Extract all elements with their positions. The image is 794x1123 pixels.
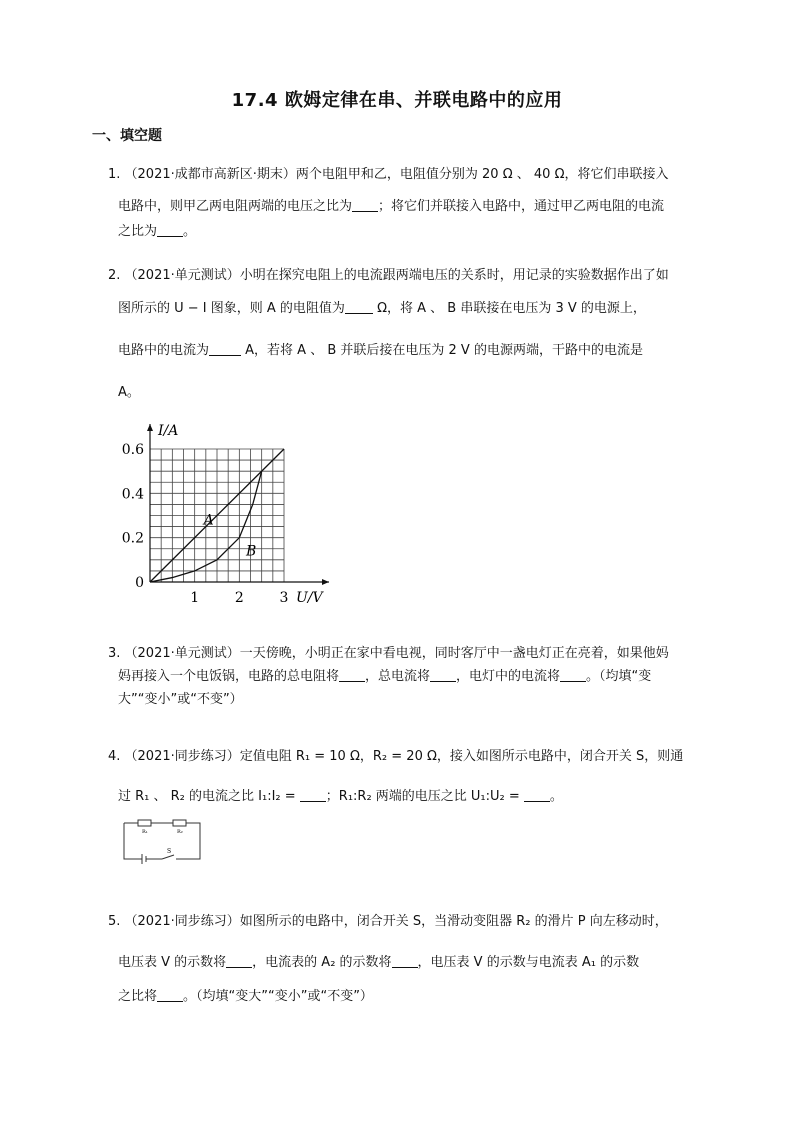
section-heading: 一、填空题 bbox=[92, 128, 162, 144]
answer-blank[interactable] bbox=[157, 222, 183, 237]
answer-blank[interactable] bbox=[345, 299, 373, 314]
series-label-b: B bbox=[246, 543, 257, 560]
answer-blank[interactable] bbox=[157, 987, 183, 1002]
question-5-text-c: ，电压表 V 的示数与电流表 A₁ 的示数 bbox=[417, 955, 640, 970]
x-tick-label: 2 bbox=[234, 590, 244, 606]
answer-blank[interactable] bbox=[352, 197, 378, 212]
answer-blank[interactable] bbox=[524, 787, 550, 802]
question-1-text-a: 电路中，则甲乙两电阻两端的电压之比为 bbox=[118, 199, 353, 214]
question-3-text-a: 妈再接入一个电饭锅，电路的总电阻将 bbox=[118, 669, 340, 684]
question-2-text-b: Ω，将 A 、 B 串联接在电压为 3 V 的电源上， bbox=[377, 301, 646, 316]
question-2-line-2 bbox=[118, 297, 713, 316]
question-2-text-d: A，若将 A 、 B 并联后接在电压为 2 V 的电源两端，干路中的电流是 bbox=[245, 343, 643, 358]
chart-labels bbox=[122, 423, 325, 606]
y-axis-label: I/A bbox=[158, 423, 179, 439]
question-5-line-2 bbox=[118, 951, 713, 970]
y-axis-arrow bbox=[147, 424, 153, 431]
question-3-text-d: 。（均填“变 bbox=[586, 669, 652, 684]
ui-graph bbox=[112, 410, 342, 610]
x-tick-label: 3 bbox=[279, 590, 289, 606]
y-tick-label: 0 bbox=[135, 575, 144, 591]
answer-blank[interactable] bbox=[339, 667, 365, 682]
question-3-text-b: ，总电流将 bbox=[365, 669, 431, 684]
question-2-text-a: 图所示的 U − I 图象，则 A 的电阻值为 bbox=[118, 301, 345, 316]
question-1-line-1: 1. （2021·成都市高新区·期末）两个电阻甲和乙，电阻值分别为 20 Ω 、 40 Ω，将它们串联接入 bbox=[108, 167, 669, 182]
resistor-r1 bbox=[138, 820, 151, 826]
answer-blank[interactable] bbox=[300, 787, 326, 802]
question-2-line-1: 2. （2021·单元测试）小明在探究电阻上的电流跟两端电压的关系时，用记录的实验数据作出了如 bbox=[108, 268, 669, 283]
question-1-text-d: 。 bbox=[183, 224, 197, 239]
answer-blank[interactable] bbox=[430, 667, 456, 682]
question-4-text-a: 过 R₁ 、 R₂ 的电流之比 I₁:I₂ = bbox=[118, 789, 300, 804]
label-r1: R₁ bbox=[142, 829, 148, 835]
x-tick-label: 1 bbox=[190, 590, 200, 606]
answer-blank[interactable] bbox=[226, 953, 252, 968]
question-3-line-3: 大”“变小”或“不变”） bbox=[118, 692, 243, 707]
question-5-line-3 bbox=[118, 985, 713, 1004]
question-2-line-4: A。 bbox=[118, 385, 140, 400]
page-title: 17.4 欧姆定律在串、并联电路中的应用 bbox=[231, 90, 563, 111]
question-1-line-2 bbox=[118, 195, 713, 214]
y-tick-label: 0.2 bbox=[121, 530, 144, 547]
label-r2: R₂ bbox=[177, 829, 183, 835]
resistor-r2 bbox=[173, 820, 186, 826]
question-1-line-3 bbox=[118, 220, 713, 239]
question-5-line-1: 5. （2021·同步练习）如图所示的电路中，闭合开关 S，当滑动变阻器 R₂ 的滑片 P 向左移动时， bbox=[108, 914, 668, 929]
question-5-text-d: 之比将 bbox=[118, 989, 158, 1004]
question-4-text-c: 。 bbox=[549, 789, 563, 804]
question-5-text-e: 。（均填“变大”“变小”或“不变”） bbox=[183, 989, 373, 1004]
question-2-line-3 bbox=[118, 339, 713, 358]
question-1-text-b: ；将它们并联接入电路中，通过甲乙两电阻的电流 bbox=[378, 199, 665, 214]
circuit-diagram bbox=[118, 815, 204, 867]
question-5-text-a: 电压表 V 的示数将 bbox=[118, 955, 227, 970]
question-3-line-1: 3. （2021·单元测试）一天傍晚，小明正在家中看电视，同时客厅中一盏电灯正在亮着，如果他妈 bbox=[108, 646, 669, 661]
question-5-text-b: ，电流表的 A₂ 的示数将 bbox=[252, 955, 392, 970]
y-tick-label: 0.4 bbox=[121, 486, 144, 503]
question-4-line-1: 4. （2021·同步练习）定值电阻 R₁ = 10 Ω，R₂ = 20 Ω，接入如图所示电路中，闭合开关 S，则通 bbox=[108, 749, 684, 764]
answer-blank[interactable] bbox=[392, 953, 418, 968]
question-3-line-2 bbox=[118, 665, 713, 684]
x-axis-label: U/V bbox=[296, 590, 323, 606]
question-3-text-c: ，电灯中的电流将 bbox=[456, 669, 561, 684]
question-1-text-c: 之比为 bbox=[118, 224, 158, 239]
answer-blank[interactable] bbox=[209, 341, 241, 356]
series-label-a: A bbox=[203, 512, 214, 529]
question-2-text-c: 电路中的电流为 bbox=[118, 343, 210, 358]
answer-blank[interactable] bbox=[560, 667, 586, 682]
question-4-text-b: ；R₁:R₂ 两端的电压之比 U₁:U₂ = bbox=[325, 789, 524, 804]
question-4-line-2 bbox=[118, 785, 713, 804]
x-axis-arrow bbox=[322, 579, 329, 585]
y-tick-label: 0.6 bbox=[121, 442, 144, 458]
switch-lever[interactable] bbox=[162, 855, 174, 859]
label-switch: S bbox=[167, 848, 172, 855]
